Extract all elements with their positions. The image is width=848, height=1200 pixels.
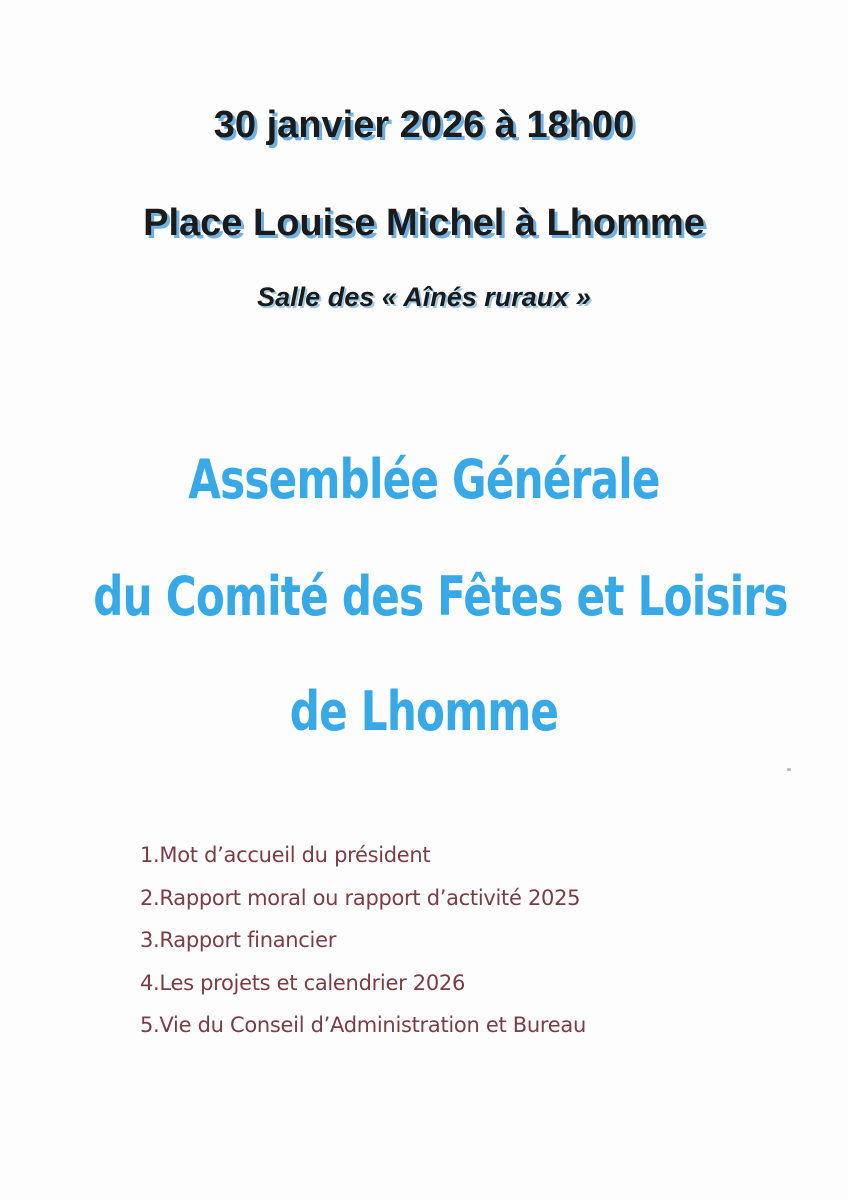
title-line-3: de Lhomme — [289, 680, 559, 743]
agenda-item: 4.Les projets et calendrier 2026 — [140, 970, 466, 995]
agenda-item: 2.Rapport moral ou rapport d’activité 2025 — [140, 885, 581, 910]
agenda-item: 3.Rapport financier — [140, 928, 337, 952]
scan-speck — [787, 768, 791, 771]
agenda-list — [140, 838, 586, 1051]
event-date-time: 30 janvier 2026 à 18h00 — [213, 104, 635, 146]
agenda-item: 5.Vie du Conseil d’Administration et Bureau — [140, 1013, 586, 1037]
title-line-2: du Comité des Fêtes et Loisirs — [93, 565, 788, 628]
event-room: Salle des « Aînés ruraux » — [257, 282, 591, 312]
title-line-1: Assemblée Générale — [188, 448, 660, 511]
agenda-item: 1.Mot d’accueil du président — [140, 843, 431, 867]
event-location: Place Louise Michel à Lhomme — [143, 202, 705, 244]
